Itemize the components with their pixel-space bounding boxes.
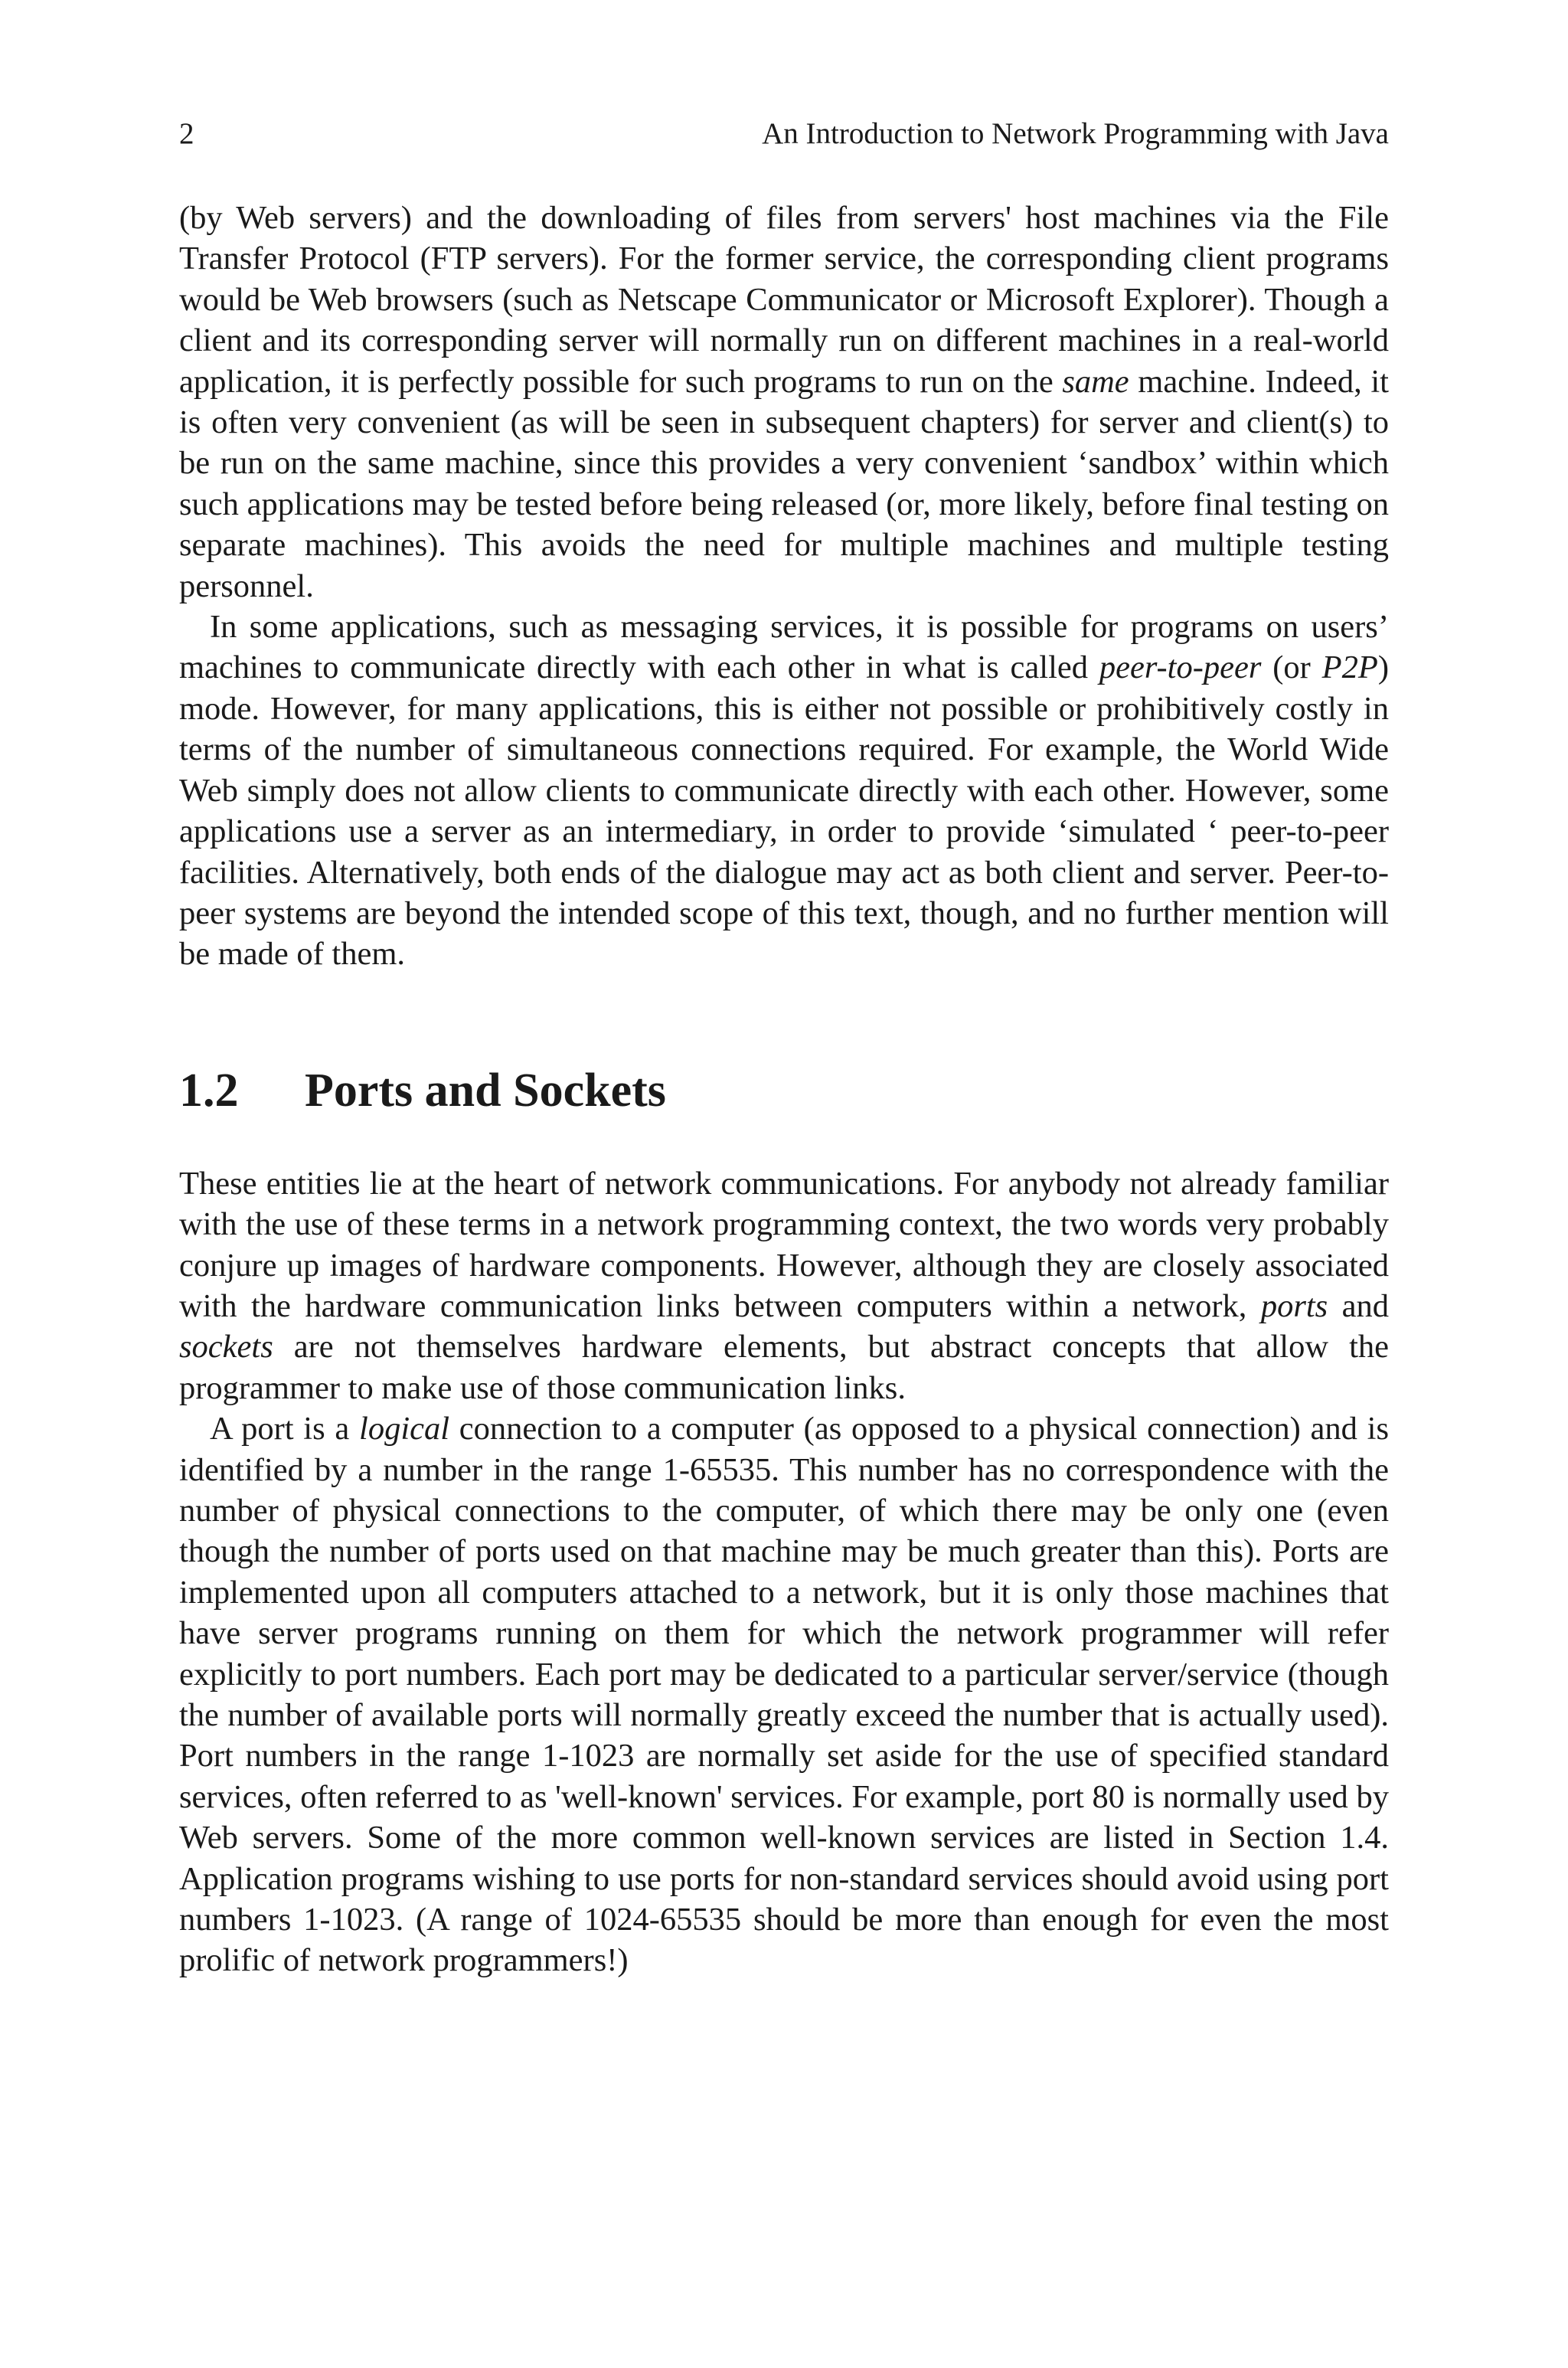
paragraph-text: connection to a computer (as opposed to a physical connection) and is identified by a number in the range 1-65535. This number has no correspondence with the number of physical connections to the computer, of which there may be only one (even though the number of ports used on that machine may be much greater than this). Ports are implemented upon all computers attached to a network, but it is only those machines that have server programs running on them for which the network programmer will refer explicitly to port numbers. Each port may be dedicated to a particular server/service (though the number of available ports will normally greatly exceed the number that is actually used). Port numbers in the range 1-1023 are normally set aside for the use of specified standard services, often referred to as 'well-known' services. For example, port 80 is normally used by Web servers. Some of the more common well-known services are listed in Section 1.4. Application programs wishing to use ports for non-standard services should avoid using port numbers 1-1023. (A range of 1024-65535 should be more than enough for even the most prolific of network programmers!) [179, 1411, 1389, 1979]
section-number: 1.2 [179, 1064, 239, 1117]
paragraph-text: and [1328, 1287, 1389, 1324]
book-page [179, 115, 1389, 1981]
emphasis-same: same [1062, 363, 1129, 400]
paragraph-intro [179, 1163, 1389, 1408]
paragraph-text: ) mode. However, for many applications, this is either not possible or prohibitively costly in terms of the number of simultaneous connections required. For example, the World Wide Web simply does not allow clients to communicate directly with each other. However, some applications use a server as an intermediary, in order to provide ‘simulated ‘ peer-to-peer facilities. Alternatively, both ends of the dialogue may act as both client and server. Peer-to-peer systems are beyond the intended scope of this text, though, and no further mention will be made of them. [179, 649, 1389, 973]
running-title: An Introduction to Network Programming with Java [762, 117, 1389, 150]
paragraph-text: These entities lie at the heart of network communications. For anybody not already familiar with the use of these terms in a network programming context, the two words very probably conjure up images of hardware components. However, although they are closely associated with the hardware communication links between computers within a network, [179, 1165, 1389, 1324]
emphasis-ports: ports [1260, 1287, 1328, 1324]
paragraph-text: (by Web servers) and the downloading of files from servers' host machines via the File Transfer Protocol (FTP servers). For the former service, the corresponding client programs would be Web browsers (such as Netscape Communicator or Microsoft Explorer). Though a client and its corresponding server will normally run on different machines in a real-world application, it is perfectly possible for such programs to run on the [179, 200, 1389, 400]
paragraph-ports [179, 1408, 1389, 1981]
emphasis-logical: logical [359, 1411, 450, 1447]
page-number: 2 [179, 117, 194, 150]
paragraph-continuation [179, 198, 1389, 607]
emphasis-sockets: sockets [179, 1329, 273, 1366]
body-text [179, 198, 1389, 975]
section-body-text [179, 1163, 1389, 1981]
paragraph-text: A port is a [210, 1411, 360, 1447]
paragraph-text: are not themselves hardware elements, but abstract concepts that allow the programmer to make use of those communication links. [179, 1329, 1389, 1406]
emphasis-p2p: P2P [1321, 649, 1378, 686]
paragraph-text: (or [1261, 649, 1322, 686]
paragraph-text: machine. Indeed, it is often very convenient (as will be seen in subsequent chapters) for server and client(s) to be run on the same machine, since this provides a very convenient ‘sandbox’ within which such applications may be tested before being released (or, more likely, before final testing on separate machines). This avoids the need for multiple machines and multiple testing personnel. [179, 363, 1389, 604]
paragraph-peer-to-peer [179, 607, 1389, 975]
section-heading [179, 1062, 1389, 1119]
emphasis-peer-to-peer: peer-to-peer [1099, 649, 1262, 686]
section-title: Ports and Sockets [305, 1064, 666, 1117]
paragraph-text: In some applications, such as messaging services, it is possible for programs on users’ machines to communicate directly with each other in what is called [179, 609, 1389, 686]
running-header [179, 115, 1389, 153]
